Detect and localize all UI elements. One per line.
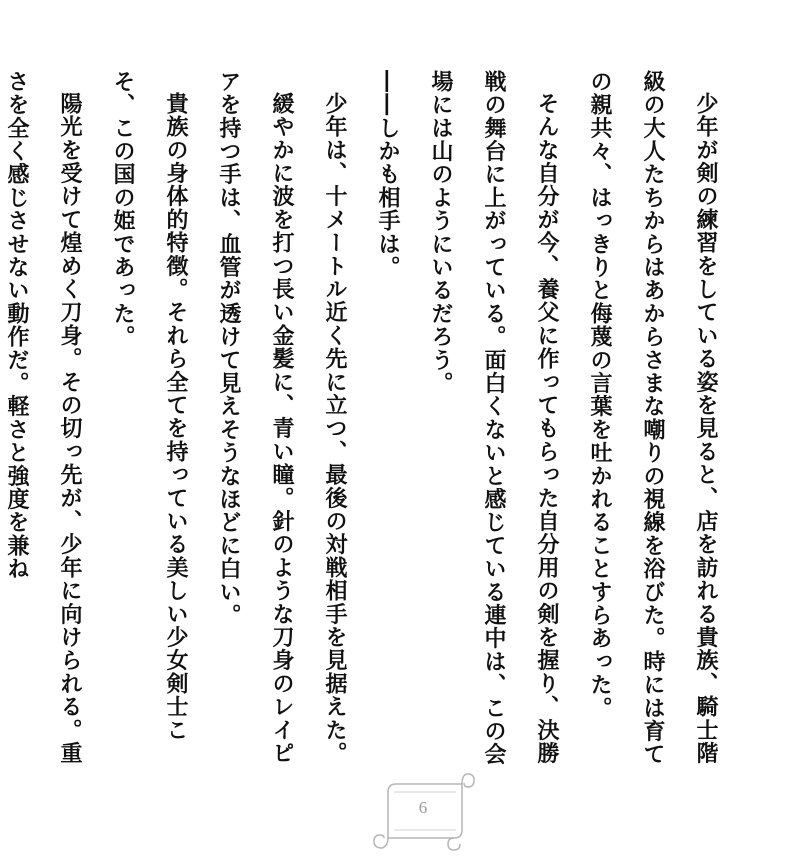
paragraph-3: ――しかも相手は。 bbox=[375, 70, 401, 279]
paragraph-5: 緩やかに波を打つ長い金髪に、青い瞳。針のような刀身のレイピアを持つ手は、血管が透けて見えそうなほどに白い。 bbox=[216, 70, 295, 765]
paragraph-4: 少年は、十メートル近く先に立つ、最後の対戦相手を見据えた。 bbox=[322, 92, 348, 765]
paragraph-6: 貴族の身体的特徴。それら全てを持っている美しい少女剣士こそ、この国の姫であった。 bbox=[110, 70, 189, 742]
paragraph-2: そんな自分が今、養父に作ってもらった自分用の剣を握り、決勝戦の舞台に上がっている。面白くないと感じている連中は、この会場には山のようにいるだろう。 bbox=[428, 70, 560, 766]
paragraph-7: 陽光を受けて煌めく刀身。その切っ先が、少年に向けられる。重さを全く感じさせない動作だ。軽さと強度を兼ね bbox=[4, 70, 83, 765]
page-number-marker bbox=[368, 770, 478, 852]
page-number: 6 bbox=[418, 798, 428, 817]
vertical-text-block bbox=[0, 70, 732, 770]
paragraph-1: 少年が剣の練習をしている姿を見ると、店を訪れる貴族、騎士階級の大人たちからはあからさまな嘲りの視線を浴びた。時には育ての親共々、はっきりと侮蔑の言葉を吐かれることすらあった。 bbox=[587, 70, 719, 766]
